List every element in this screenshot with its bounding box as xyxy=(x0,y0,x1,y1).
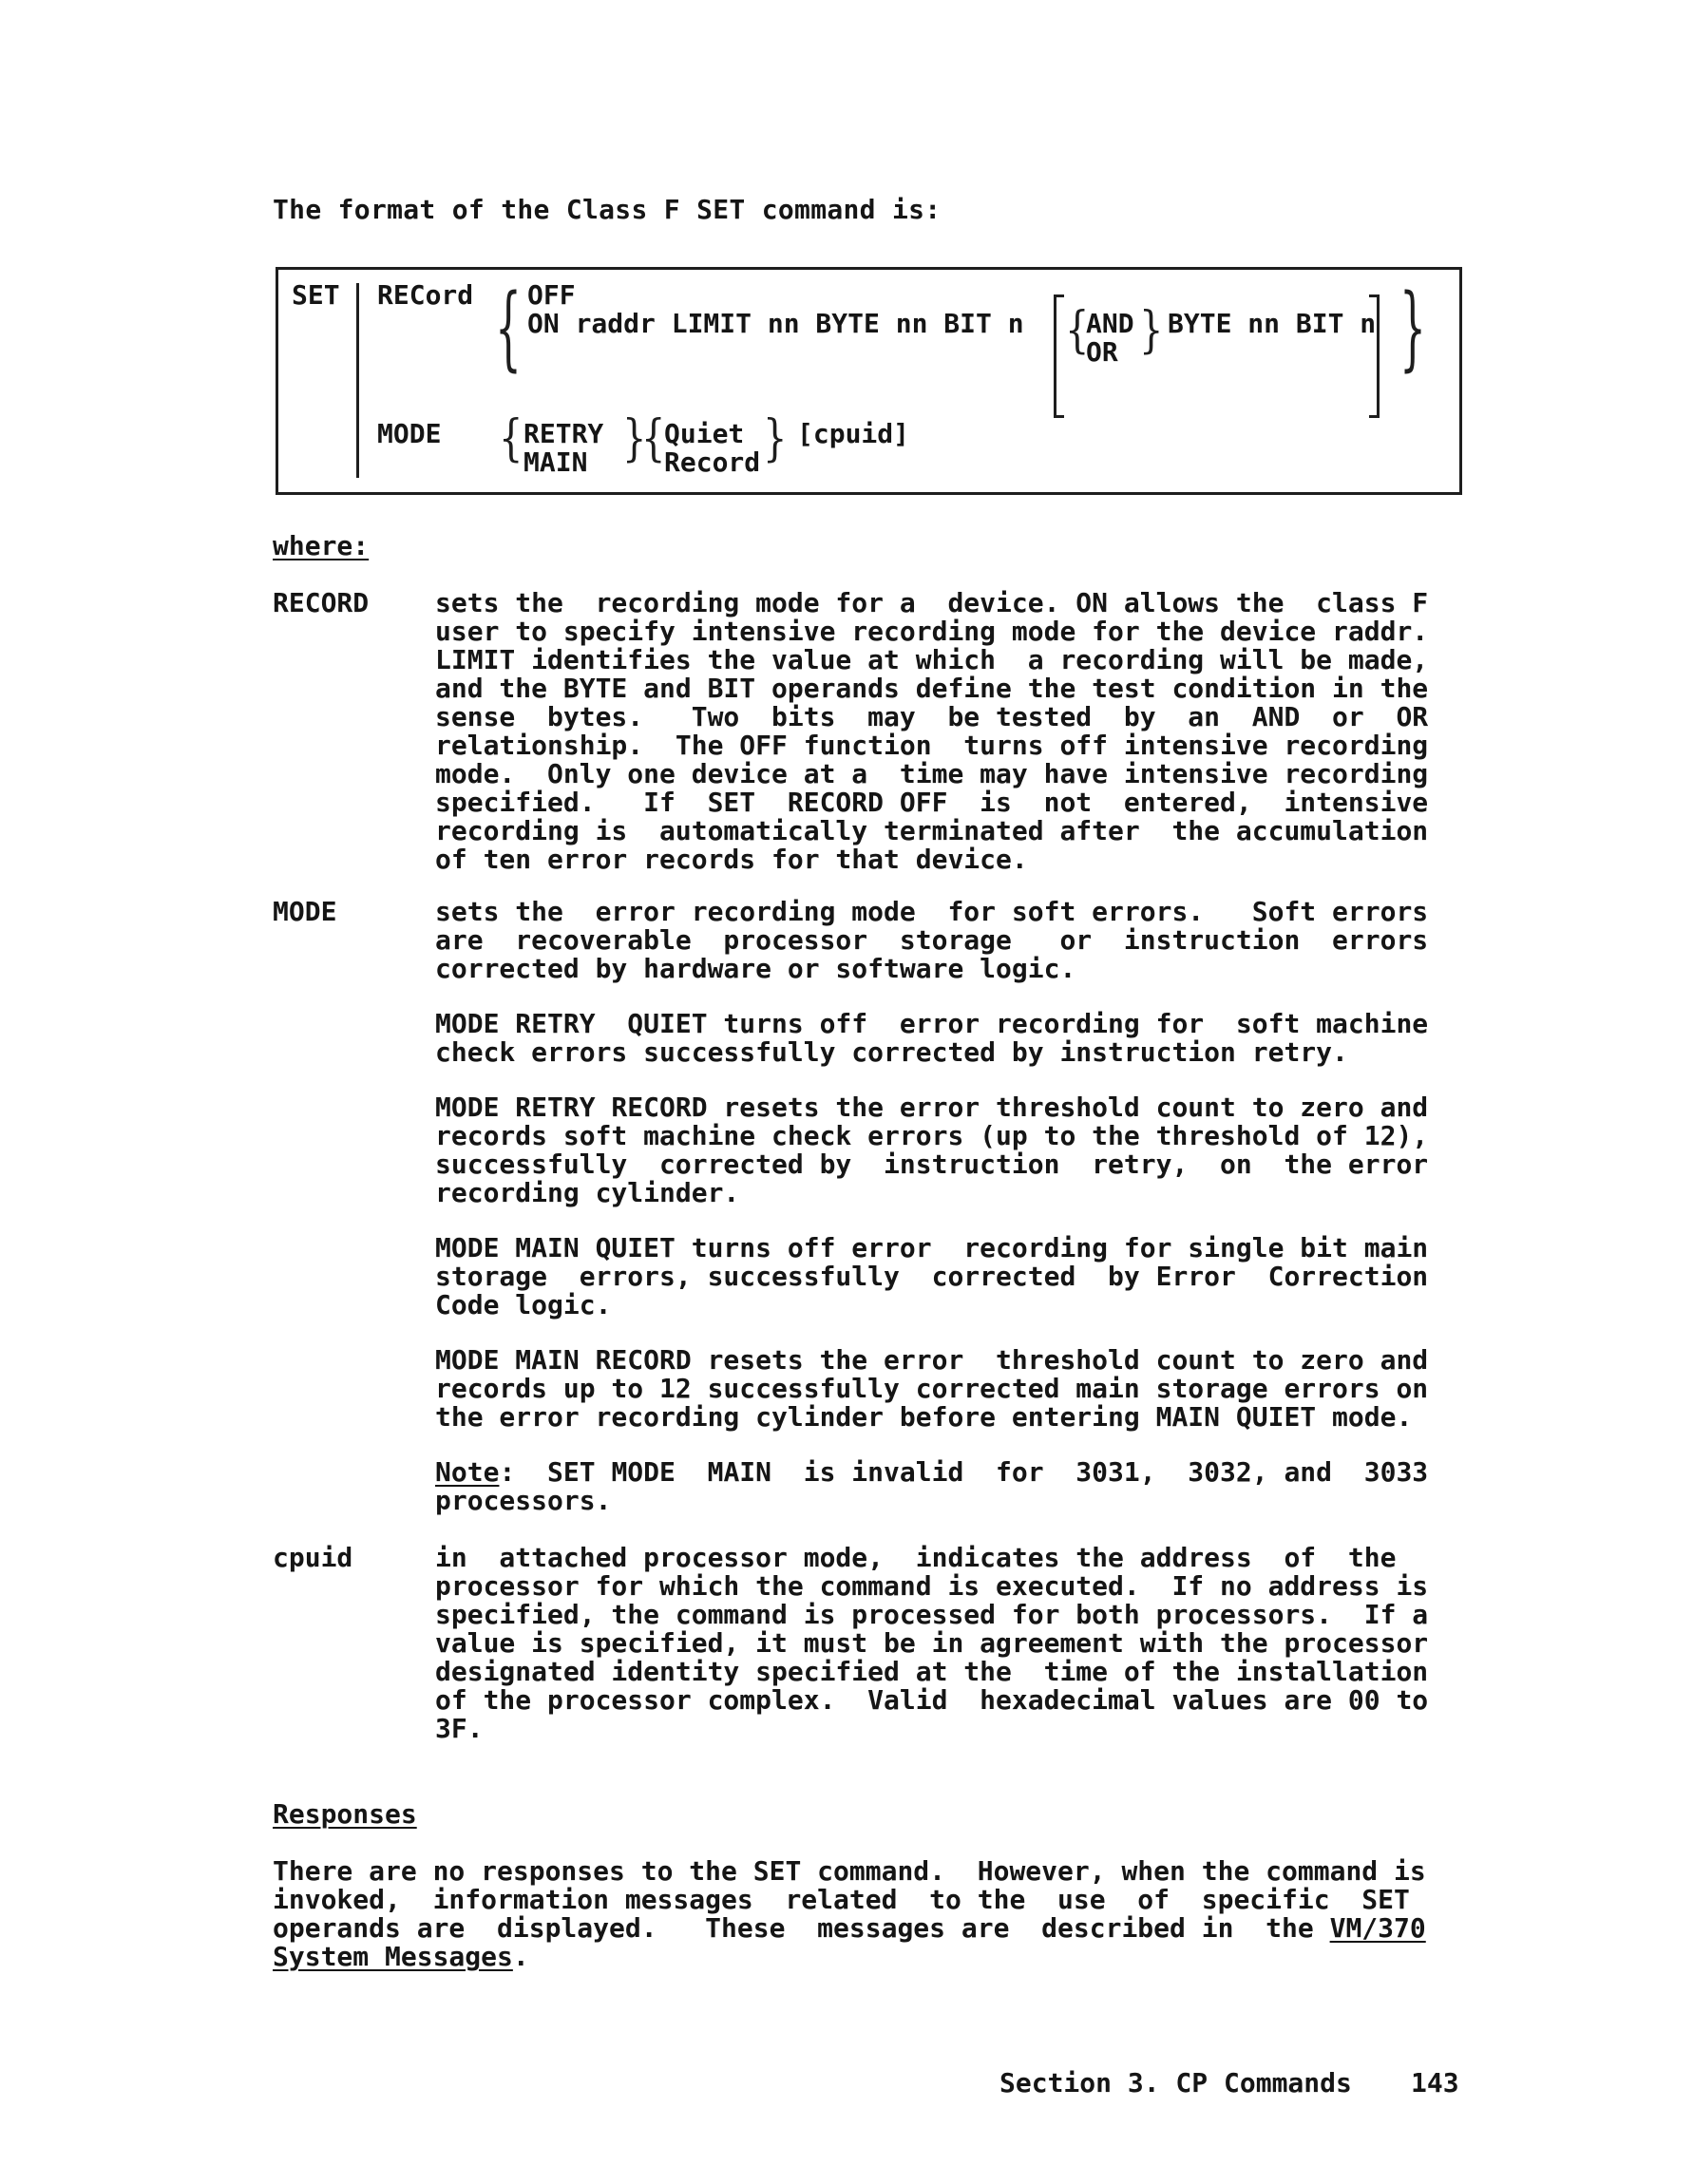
mode-line: are recoverable processor storage or instruction errors xyxy=(435,924,1429,956)
cpuid-line: in attached processor mode, indicates the address of the xyxy=(435,1542,1397,1573)
mode-retry-record-line: records soft machine check errors (up to the threshold of 12), xyxy=(435,1120,1429,1151)
record-line: of ten error records for that device. xyxy=(435,844,1028,875)
record-line: and the BYTE and BIT operands define the test condition in the xyxy=(435,673,1429,704)
where-label: where: xyxy=(273,530,370,561)
cpuid-line: specified, the command is processed for both processors. If a xyxy=(435,1599,1429,1630)
syntax-and: AND xyxy=(1086,308,1134,339)
syntax-or: OR xyxy=(1086,336,1118,368)
brace-and-or: { xyxy=(1065,302,1090,359)
cpuid-label: cpuid xyxy=(273,1542,353,1573)
record-line: user to specify intensive recording mode for the device raddr. xyxy=(435,616,1429,647)
mode-main-quiet-line: MODE MAIN QUIET turns off error recording for single bit main xyxy=(435,1232,1429,1263)
footer-section: Section 3. CP Commands xyxy=(999,2067,1352,2099)
note-label: Note xyxy=(435,1456,500,1488)
syntax-on-line: ON raddr LIMIT nn BYTE nn BIT n xyxy=(527,308,1024,339)
responses-line xyxy=(273,1914,1470,1943)
syntax-cmd: SET xyxy=(292,279,340,311)
brace-retry-main: { xyxy=(499,410,523,467)
syntax-quiet: Quiet xyxy=(664,418,745,449)
syntax-main: MAIN xyxy=(523,446,588,478)
note-line-1 xyxy=(435,1458,1461,1487)
mode-main-quiet xyxy=(435,1234,1461,1320)
mode-label: MODE xyxy=(273,896,337,927)
record-description xyxy=(435,589,1461,874)
mode-line: corrected by hardware or software logic. xyxy=(435,953,1076,984)
cpuid-description xyxy=(435,1544,1461,1743)
mode-retry-record-line: successfully corrected by instruction retry, on the error xyxy=(435,1149,1429,1180)
mode-main-record-line: the error recording cylinder before entering MAIN QUIET mode. xyxy=(435,1401,1413,1433)
syntax-byte-bit: BYTE nn BIT n xyxy=(1168,308,1377,339)
mode-main-record-line: MODE MAIN RECORD resets the error threshold count to zero and xyxy=(435,1344,1429,1376)
record-label: RECORD xyxy=(273,587,370,618)
responses-line-4-end: . xyxy=(512,1941,529,1972)
mode-line: sets the error recording mode for soft errors. Soft errors xyxy=(435,896,1429,927)
mode-description xyxy=(435,898,1461,983)
record-line: sets the recording mode for a device. ON allows the class F xyxy=(435,587,1429,618)
brace-close-record: } xyxy=(1399,275,1426,383)
syntax-record: Record xyxy=(664,446,761,478)
mode-note xyxy=(435,1458,1461,1515)
cpuid-line: processor for which the command is executed. If no address is xyxy=(435,1570,1429,1602)
record-line: specified. If SET RECORD OFF is not entered, intensive xyxy=(435,787,1429,818)
responses-line: There are no responses to the SET command. However, when the command is xyxy=(273,1855,1426,1887)
responses-line xyxy=(273,1943,1470,1971)
syntax-box xyxy=(276,267,1462,495)
mode-main-quiet-line: Code logic. xyxy=(435,1289,612,1320)
mode-main-record-line: records up to 12 successfully corrected main storage errors on xyxy=(435,1373,1429,1404)
record-line: sense bytes. Two bits may be tested by an AND or OR xyxy=(435,701,1429,732)
mode-retry-record xyxy=(435,1093,1461,1207)
brace-and-or-close: } xyxy=(1139,302,1164,359)
footer-page-number: 143 xyxy=(1411,2067,1459,2099)
intro-text: The format of the Class F SET command is: xyxy=(273,194,942,225)
record-line: mode. Only one device at a time may have intensive recording xyxy=(435,758,1429,789)
cpuid-line: designated identity specified at the time of the installation xyxy=(435,1656,1429,1687)
brace-quiet-record-close: } xyxy=(763,410,788,467)
optional-bracket-right xyxy=(1369,294,1380,418)
cpuid-line: of the processor complex. Valid hexadecimal values are 00 to xyxy=(435,1684,1429,1716)
optional-bracket-left xyxy=(1054,294,1064,418)
responses-line: invoked, information messages related to the use of specific SET xyxy=(273,1884,1410,1915)
brace-quiet-record: { xyxy=(641,410,666,467)
cpuid-line: value is specified, it must be in agreement with the processor xyxy=(435,1627,1429,1659)
syntax-off: OFF xyxy=(527,279,576,311)
record-line: LIMIT identifies the value at which a recording will be made, xyxy=(435,644,1429,675)
mode-retry-quiet xyxy=(435,1010,1461,1067)
responses-heading: Responses xyxy=(273,1798,417,1830)
mode-retry-record-line: MODE RETRY RECORD resets the error threshold count to zero and xyxy=(435,1092,1429,1123)
record-line: relationship. The OFF function turns off intensive recording xyxy=(435,730,1429,761)
note-text: : SET MODE MAIN is invalid for 3031, 3032, and 3033 xyxy=(499,1456,1429,1488)
note-line-2: processors. xyxy=(435,1485,612,1516)
responses-text xyxy=(273,1857,1470,1971)
record-line: recording is automatically terminated after the accumulation xyxy=(435,815,1429,846)
syntax-separator-1 xyxy=(356,283,359,478)
mode-main-quiet-line: storage errors, successfully corrected by Error Correction xyxy=(435,1261,1429,1292)
mode-retry-quiet-line: MODE RETRY QUIET turns off error recording for soft machine xyxy=(435,1008,1429,1039)
syntax-record-op: RECord xyxy=(377,279,474,311)
brace-retry-main-close: } xyxy=(622,410,647,467)
syntax-retry: RETRY xyxy=(523,418,604,449)
responses-line-3-text: operands are displayed. These messages are described in the xyxy=(273,1912,1330,1944)
cpuid-line: 3F. xyxy=(435,1713,484,1744)
syntax-cpuid: [cpuid] xyxy=(797,418,910,449)
mode-retry-quiet-line: check errors successfully corrected by instruction retry. xyxy=(435,1036,1348,1068)
manual-reference-1: VM/370 xyxy=(1329,1912,1426,1944)
mode-retry-record-line: recording cylinder. xyxy=(435,1177,740,1208)
manual-reference-2: System Messages xyxy=(273,1941,513,1972)
mode-main-record xyxy=(435,1346,1461,1432)
syntax-mode-op: MODE xyxy=(377,418,442,449)
brace-open-record: { xyxy=(495,275,522,383)
